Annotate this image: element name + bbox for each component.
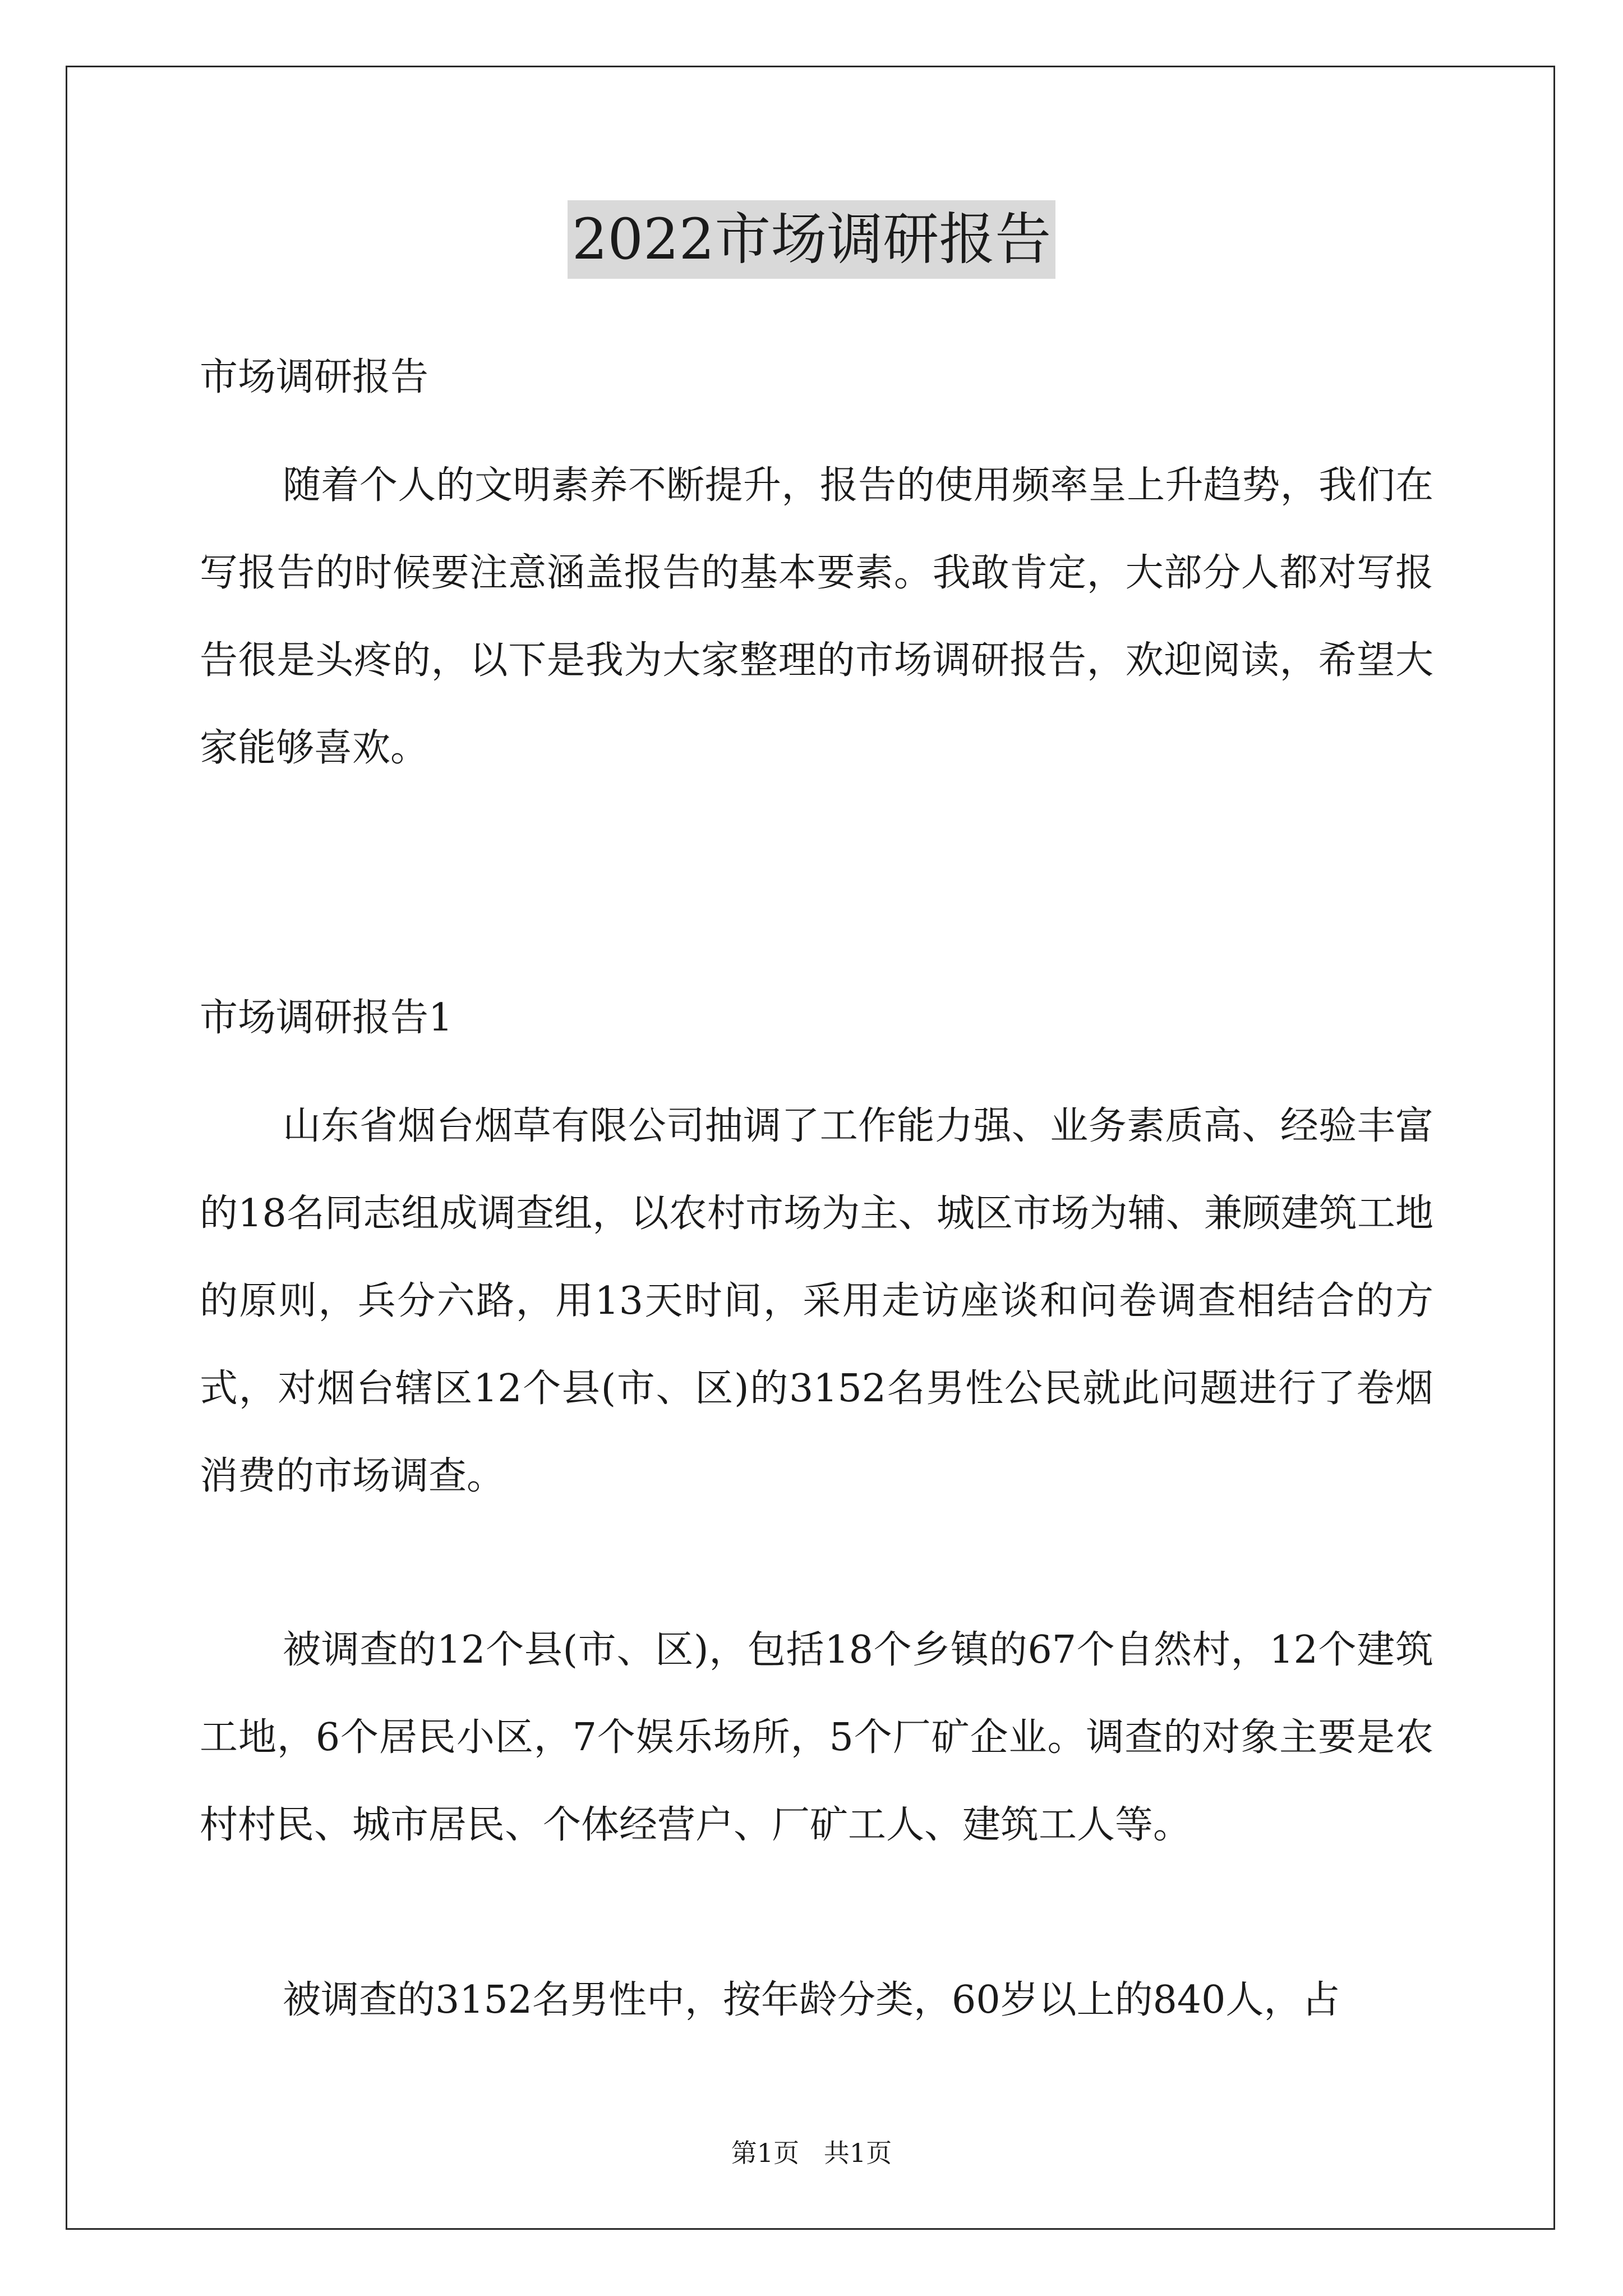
intro-paragraph: 随着个人的文明素养不断提升，报告的使用频率呈上升趋势，我们在写报告的时候要注意涵盖报告的基本要素。我敢肯定，大部分人都对写报告很是头疼的，以下是我为大家整理的市场调研报告，欢迎阅读，希望大家能够喜欢。: [200, 463, 1433, 770]
section-heading: 市场调研报告1: [200, 996, 453, 1040]
page-footer: 第1页 共1页: [731, 2138, 892, 2168]
document-title: 2022市场调研报告: [568, 200, 1056, 279]
body-paragraph-2: 被调查的12个县(市、区)，包括18个乡镇的67个自然村，12个建筑工地，6个居民小区，7个娱乐场所，5个厂矿企业。调查的对象主要是农村村民、城市居民、个体经营户、厂矿工人、建筑工人等。: [200, 1628, 1433, 1847]
body-paragraph-3: 被调查的3152名男性中，按年龄分类，60岁以上的840人，占: [283, 1978, 1340, 2022]
body-paragraph-1: 山东省烟台烟草有限公司抽调了工作能力强、业务素质高、经验丰富的18名同志组成调查组，以农村市场为主、城区市场为辅、兼顾建筑工地的原则，兵分六路，用13天时间，采用走访座谈和问卷调查相结合的方式，对烟台辖区12个县(市、区)的3152名男性公民就此问题进行了卷烟消费的市场调查。: [200, 1104, 1433, 1498]
title-container: [0, 200, 1623, 279]
subtitle: 市场调研报告: [200, 355, 429, 399]
